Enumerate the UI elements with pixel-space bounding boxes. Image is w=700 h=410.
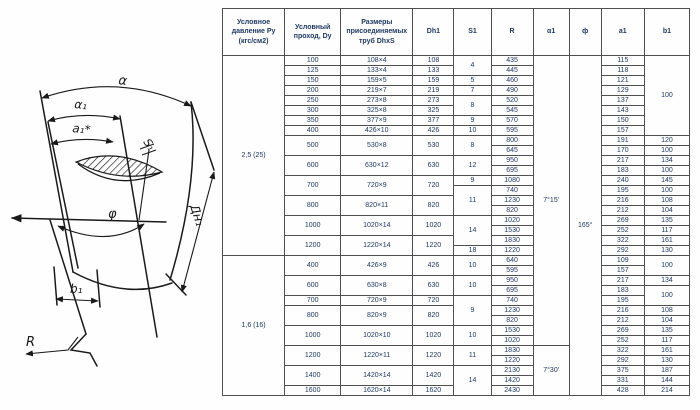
table-cell: 115 bbox=[601, 56, 644, 66]
table-cell: 150 bbox=[285, 76, 341, 86]
table-row bbox=[223, 276, 690, 286]
table-cell: 630 bbox=[413, 156, 454, 176]
dimensions-table bbox=[222, 8, 690, 396]
table-cell: 1530 bbox=[491, 226, 533, 236]
table-cell: 630×8 bbox=[341, 276, 413, 296]
col-header-a1: a1 bbox=[601, 9, 644, 56]
table-cell: 600 bbox=[285, 276, 341, 296]
col-header-b1: b1 bbox=[644, 9, 689, 56]
table-cell: 1020 bbox=[413, 216, 454, 236]
table-cell: 120 bbox=[644, 136, 689, 146]
table-cell: 490 bbox=[491, 86, 533, 96]
table-cell: 5 bbox=[454, 76, 491, 86]
table-cell: 1000 bbox=[285, 216, 341, 236]
table-row bbox=[223, 366, 690, 376]
table-cell: 435 bbox=[491, 56, 533, 66]
table-cell: 292 bbox=[601, 356, 644, 366]
table-cell: 170 bbox=[601, 146, 644, 156]
table-cell: 9 bbox=[454, 296, 491, 326]
table-cell: 1830 bbox=[491, 346, 533, 356]
table-cell: 121 bbox=[601, 76, 644, 86]
table-cell: 426×10 bbox=[341, 126, 413, 136]
table-cell: 125 bbox=[285, 66, 341, 76]
table-cell: 143 bbox=[601, 106, 644, 116]
table-cell: 130 bbox=[644, 356, 689, 366]
table-cell: 183 bbox=[601, 286, 644, 296]
table-cell: 1420×14 bbox=[341, 366, 413, 386]
dn1-label: Дн₁ bbox=[187, 202, 208, 228]
table-cell: 1020 bbox=[491, 336, 533, 346]
table-body bbox=[223, 56, 690, 396]
col-header-alpha1: α1 bbox=[533, 9, 569, 56]
table-cell: 820 bbox=[413, 196, 454, 216]
table-cell: 212 bbox=[601, 316, 644, 326]
table-cell: 18 bbox=[454, 246, 491, 256]
pressure-value: 1,6 (16) bbox=[223, 256, 285, 396]
table-cell: 212 bbox=[601, 206, 644, 216]
table-cell: 10 bbox=[454, 326, 491, 346]
col-header-r: R bbox=[491, 9, 533, 56]
table-cell: 134 bbox=[644, 276, 689, 286]
table-cell: 645 bbox=[491, 146, 533, 156]
table-cell: 1230 bbox=[491, 196, 533, 206]
table-cell: 292 bbox=[601, 246, 644, 256]
table-cell: 520 bbox=[491, 96, 533, 106]
weld-seam-hatch bbox=[76, 156, 162, 181]
phi-label: φ bbox=[108, 207, 117, 222]
table-cell: 1020 bbox=[491, 216, 533, 226]
table-cell: 108 bbox=[644, 196, 689, 206]
table-cell: 159 bbox=[413, 76, 454, 86]
table-cell: 7 bbox=[454, 86, 491, 96]
table-cell: 1600 bbox=[285, 386, 341, 396]
table-cell: 187 bbox=[644, 366, 689, 376]
table-cell: 1420 bbox=[491, 376, 533, 386]
table-cell: 1000 bbox=[285, 326, 341, 346]
table-row bbox=[223, 136, 690, 146]
pipe-sector-outline bbox=[12, 91, 214, 366]
table-cell: 800 bbox=[285, 306, 341, 326]
table-row bbox=[223, 96, 690, 106]
col-header-bore: Условный проход, Dy bbox=[285, 9, 341, 56]
table-cell: 100 bbox=[644, 56, 689, 136]
table-row bbox=[223, 176, 690, 186]
table-cell: 570 bbox=[491, 116, 533, 126]
table-cell: 117 bbox=[644, 226, 689, 236]
table-cell: 100 bbox=[285, 56, 341, 66]
table-cell: 200 bbox=[285, 86, 341, 96]
table-cell: 1530 bbox=[491, 326, 533, 336]
col-header-dh1: Dh1 bbox=[413, 9, 454, 56]
table-cell: 219×7 bbox=[341, 86, 413, 96]
table-cell: 214 bbox=[644, 386, 689, 396]
table-cell: 1200 bbox=[285, 236, 341, 256]
table-cell: 377 bbox=[413, 116, 454, 126]
table-cell: 10 bbox=[454, 256, 491, 276]
table-cell: 157 bbox=[601, 126, 644, 136]
table-header bbox=[223, 9, 690, 56]
table-cell: 630 bbox=[413, 276, 454, 296]
table-cell: 426×9 bbox=[341, 256, 413, 276]
table-cell: 1220 bbox=[491, 356, 533, 366]
header-row bbox=[223, 9, 690, 56]
table-cell: 100 bbox=[644, 146, 689, 156]
table-cell: 217 bbox=[601, 156, 644, 166]
table-cell: 400 bbox=[285, 126, 341, 136]
table-cell: 1230 bbox=[491, 306, 533, 316]
table-cell: 183 bbox=[601, 166, 644, 176]
table-cell: 150 bbox=[601, 116, 644, 126]
a1-star-label: а₁* bbox=[71, 121, 92, 137]
table-cell: 100 bbox=[644, 166, 689, 176]
table-cell: 252 bbox=[601, 336, 644, 346]
table-cell: 157 bbox=[601, 266, 644, 276]
table-cell: 2130 bbox=[491, 366, 533, 376]
table-cell: 720 bbox=[413, 296, 454, 306]
table-cell: 350 bbox=[285, 116, 341, 126]
alpha1-label: α₁ bbox=[73, 97, 88, 113]
table-cell: 630×12 bbox=[341, 156, 413, 176]
table-cell: 273 bbox=[413, 96, 454, 106]
table-cell: 950 bbox=[491, 276, 533, 286]
table-cell: 11 bbox=[454, 186, 491, 216]
table-cell: 820 bbox=[413, 306, 454, 326]
table-cell: 720 bbox=[413, 176, 454, 196]
table-cell: 1220 bbox=[413, 346, 454, 366]
b1-label: b₁ bbox=[70, 282, 83, 296]
table-cell: 740 bbox=[491, 296, 533, 306]
table-row bbox=[223, 296, 690, 306]
table-row bbox=[223, 216, 690, 226]
table-cell: 1220×11 bbox=[341, 346, 413, 366]
table-cell: 595 bbox=[491, 126, 533, 136]
col-header-s1: S1 bbox=[454, 9, 491, 56]
table-cell: 800 bbox=[491, 136, 533, 146]
alpha1-value: 7°15′ bbox=[533, 56, 569, 346]
pipe-bend-diagram bbox=[0, 0, 222, 410]
table-cell: 1020×14 bbox=[341, 216, 413, 236]
table-cell: 8 bbox=[454, 96, 491, 116]
table-row bbox=[223, 76, 690, 86]
table-cell: 595 bbox=[491, 266, 533, 276]
table-cell: 530×8 bbox=[341, 136, 413, 156]
table-cell: 216 bbox=[601, 306, 644, 316]
table-cell: 250 bbox=[285, 96, 341, 106]
table-cell: 219 bbox=[413, 86, 454, 96]
table-cell: 195 bbox=[601, 296, 644, 306]
table-cell: 400 bbox=[285, 256, 341, 276]
table-cell: 820 bbox=[491, 316, 533, 326]
table-cell: 10 bbox=[454, 126, 491, 136]
table-row bbox=[223, 56, 690, 66]
table-cell: 322 bbox=[601, 346, 644, 356]
table-cell: 133×4 bbox=[341, 66, 413, 76]
table-cell: 322 bbox=[601, 236, 644, 246]
table-row bbox=[223, 256, 690, 266]
table-cell: 8 bbox=[454, 136, 491, 156]
table-cell: 191 bbox=[601, 136, 644, 146]
table-cell: 600 bbox=[285, 156, 341, 176]
col-header-pressure: Условное давление Ру (кгс/см2) bbox=[223, 9, 285, 56]
table-cell: 720×9 bbox=[341, 296, 413, 306]
table-cell: 269 bbox=[601, 326, 644, 336]
table-cell: 1220 bbox=[491, 246, 533, 256]
table-cell: 640 bbox=[491, 256, 533, 266]
table-cell: 159×5 bbox=[341, 76, 413, 86]
table-cell: 273×8 bbox=[341, 96, 413, 106]
table-cell: 100 bbox=[644, 256, 689, 276]
table-cell: 130 bbox=[644, 246, 689, 256]
table-cell: 145 bbox=[644, 176, 689, 186]
table-cell: 161 bbox=[644, 346, 689, 356]
table-cell: 1620×14 bbox=[341, 386, 413, 396]
table-cell: 135 bbox=[644, 216, 689, 226]
table-cell: 133 bbox=[413, 66, 454, 76]
table-cell: 300 bbox=[285, 106, 341, 116]
table-row bbox=[223, 326, 690, 336]
table-cell: 1200 bbox=[285, 346, 341, 366]
table-cell: 129 bbox=[601, 86, 644, 96]
table-cell: 217 bbox=[601, 276, 644, 286]
table-cell: 108 bbox=[644, 306, 689, 316]
table-cell: 720×9 bbox=[341, 176, 413, 196]
table-cell: 820×9 bbox=[341, 306, 413, 326]
table-cell: 100 bbox=[644, 286, 689, 306]
table-cell: 445 bbox=[491, 66, 533, 76]
table-cell: 1020 bbox=[413, 326, 454, 346]
table-cell: 161 bbox=[644, 236, 689, 246]
table-cell: 1220 bbox=[413, 236, 454, 256]
col-header-phi: ф bbox=[569, 9, 601, 56]
table-cell: 428 bbox=[601, 386, 644, 396]
table-cell: 216 bbox=[601, 196, 644, 206]
table-cell: 252 bbox=[601, 226, 644, 236]
table-cell: 700 bbox=[285, 296, 341, 306]
table-cell: 377×9 bbox=[341, 116, 413, 126]
pressure-value: 2,5 (25) bbox=[223, 56, 285, 256]
table-cell: 269 bbox=[601, 216, 644, 226]
table-cell: 100 bbox=[644, 186, 689, 196]
table-row bbox=[223, 86, 690, 96]
table-cell: 500 bbox=[285, 136, 341, 156]
table-cell: 14 bbox=[454, 366, 491, 396]
table-cell: 1080 bbox=[491, 176, 533, 186]
table-cell: 12 bbox=[454, 156, 491, 176]
table-cell: 695 bbox=[491, 286, 533, 296]
table-cell: 1220×14 bbox=[341, 236, 413, 256]
alpha1-value: 7°30′ bbox=[533, 346, 569, 396]
table-cell: 108 bbox=[413, 56, 454, 66]
table-cell: 325×8 bbox=[341, 106, 413, 116]
table-cell: 530 bbox=[413, 136, 454, 156]
table-cell: 1620 bbox=[413, 386, 454, 396]
table-row bbox=[223, 116, 690, 126]
table-cell: 1420 bbox=[413, 366, 454, 386]
table-cell: 1830 bbox=[491, 236, 533, 246]
table-cell: 325 bbox=[413, 106, 454, 116]
table-cell: 104 bbox=[644, 316, 689, 326]
table-cell: 375 bbox=[601, 366, 644, 376]
table-cell: 1400 bbox=[285, 366, 341, 386]
table-cell: 426 bbox=[413, 126, 454, 136]
table-cell: 195 bbox=[601, 186, 644, 196]
table-cell: 460 bbox=[491, 76, 533, 86]
table-cell: 2430 bbox=[491, 386, 533, 396]
table-cell: 950 bbox=[491, 156, 533, 166]
table-cell: 740 bbox=[491, 186, 533, 196]
table-cell: 1020×10 bbox=[341, 326, 413, 346]
s1-label: S₁ bbox=[140, 136, 158, 154]
table-cell: 545 bbox=[491, 106, 533, 116]
table-cell: 426 bbox=[413, 256, 454, 276]
table-cell: 9 bbox=[454, 176, 491, 186]
table-cell: 109 bbox=[601, 256, 644, 266]
table-cell: 820×11 bbox=[341, 196, 413, 216]
table-cell: 104 bbox=[644, 206, 689, 216]
table-cell: 800 bbox=[285, 196, 341, 216]
table-row bbox=[223, 346, 690, 356]
table-cell: 144 bbox=[644, 376, 689, 386]
col-header-pipe-size: Размеры присоединяемых труб DhxS bbox=[341, 9, 413, 56]
table-cell: 135 bbox=[644, 326, 689, 336]
table-cell: 9 bbox=[454, 116, 491, 126]
table-cell: 14 bbox=[454, 216, 491, 246]
table-row bbox=[223, 126, 690, 136]
table-cell: 134 bbox=[644, 156, 689, 166]
table-cell: 118 bbox=[601, 66, 644, 76]
table-cell: 4 bbox=[454, 56, 491, 76]
table-row bbox=[223, 156, 690, 166]
table-cell: 695 bbox=[491, 166, 533, 176]
alpha-label: α bbox=[117, 73, 129, 90]
table-cell: 700 bbox=[285, 176, 341, 196]
table-cell: 117 bbox=[644, 336, 689, 346]
table-cell: 137 bbox=[601, 96, 644, 106]
radius-label: R bbox=[26, 335, 36, 350]
phi-value: 165° bbox=[569, 56, 601, 396]
table-cell: 11 bbox=[454, 346, 491, 366]
table-cell: 108×4 bbox=[341, 56, 413, 66]
table-cell: 331 bbox=[601, 376, 644, 386]
table-cell: 820 bbox=[491, 206, 533, 216]
table-cell: 10 bbox=[454, 276, 491, 296]
table-cell: 240 bbox=[601, 176, 644, 186]
